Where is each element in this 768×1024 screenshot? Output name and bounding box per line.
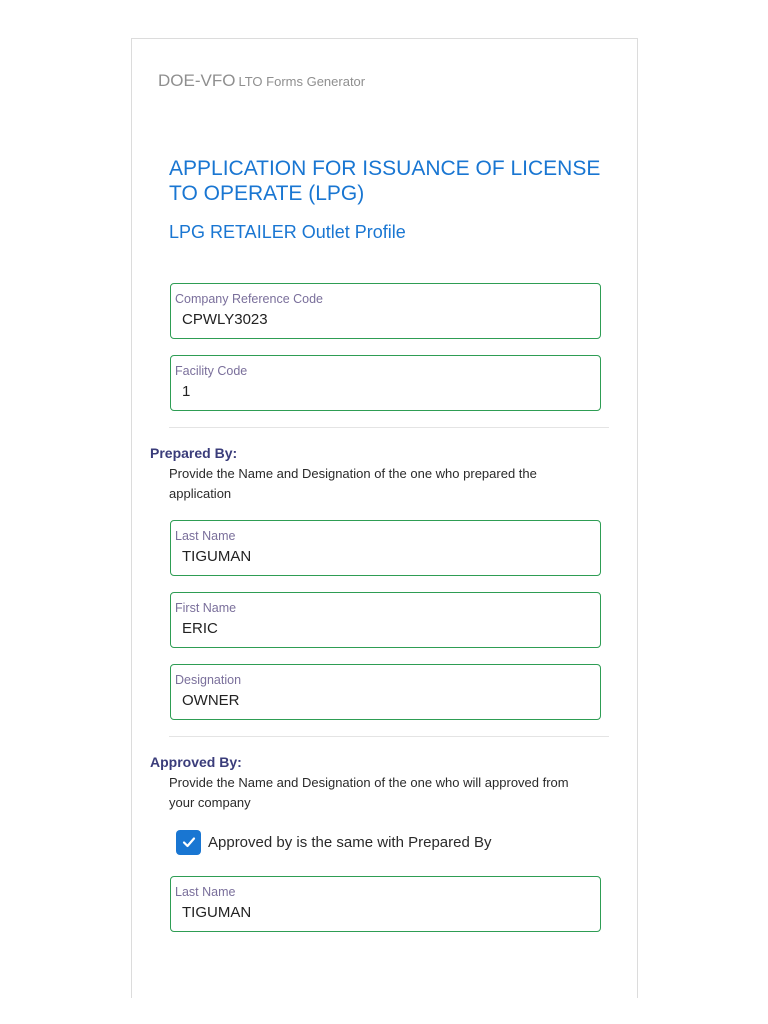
section-divider (169, 427, 609, 428)
approved-by-description: Provide the Name and Designation of the one who will approved from your company (169, 775, 569, 810)
approved-last-name-field[interactable] (170, 876, 601, 932)
form-title: APPLICATION FOR ISSUANCE OF LICENSE TO OPERATE (LPG) (169, 157, 601, 205)
prepared-by-description: Provide the Name and Designation of the one who prepared the application (169, 466, 537, 501)
prepared-first-name-label: First Name (175, 601, 237, 615)
prepared-first-name-field[interactable] (170, 592, 601, 648)
facility-code-value[interactable]: 1 (182, 383, 191, 400)
brand-subtitle: LTO Forms Generator (238, 74, 366, 89)
form-subtitle: LPG RETAILER Outlet Profile (169, 222, 406, 242)
prepared-designation-field[interactable] (170, 664, 601, 720)
approved-by-heading: Approved By: (150, 754, 242, 770)
company-reference-value[interactable]: CPWLY3023 (182, 311, 268, 328)
prepared-last-name-field[interactable] (170, 520, 601, 576)
facility-code-label: Facility Code (175, 364, 248, 378)
brand-title: DOE-VFO (158, 71, 236, 90)
prepared-designation-value[interactable]: OWNER (182, 692, 240, 709)
facility-code-field[interactable] (170, 355, 601, 411)
check-icon (181, 834, 197, 850)
app-brand (158, 71, 365, 91)
prepared-first-name-value[interactable]: ERIC (182, 620, 218, 637)
approved-last-name-label: Last Name (175, 885, 236, 899)
prepared-designation-label: Designation (175, 673, 242, 687)
prepared-by-heading: Prepared By: (150, 445, 238, 461)
approved-last-name-value[interactable]: TIGUMAN (182, 904, 252, 921)
same-as-prepared-label[interactable]: Approved by is the same with Prepared By (208, 833, 492, 851)
prepared-last-name-label: Last Name (175, 529, 236, 543)
company-reference-label: Company Reference Code (175, 292, 323, 306)
form-card (131, 38, 638, 998)
section-divider (169, 736, 609, 737)
same-as-prepared-checkbox[interactable] (176, 830, 201, 855)
company-reference-field[interactable] (170, 283, 601, 339)
same-as-prepared-row[interactable] (176, 829, 491, 855)
prepared-last-name-value[interactable]: TIGUMAN (182, 548, 252, 565)
